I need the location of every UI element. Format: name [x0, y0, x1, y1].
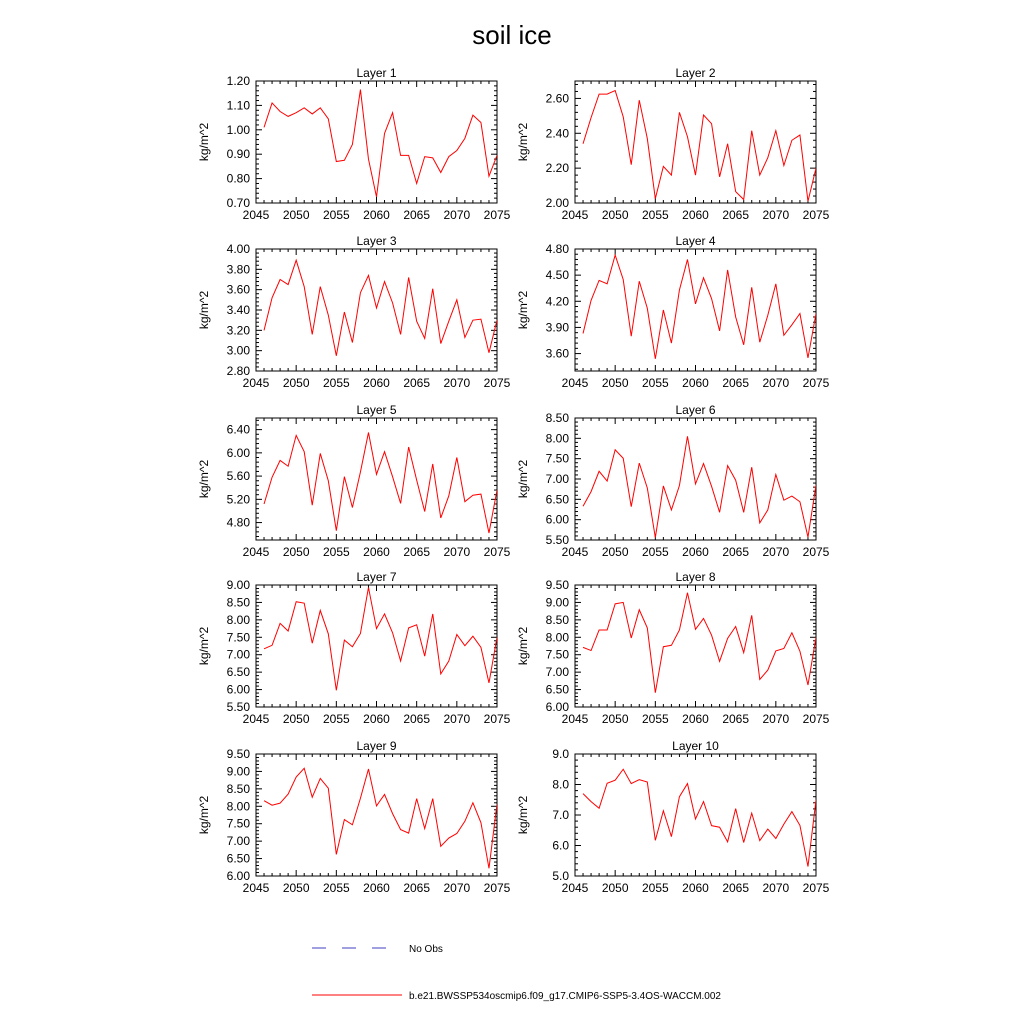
panel-title: Layer 5: [356, 403, 397, 417]
y-tick-label: 6.50: [545, 492, 569, 507]
y-axis-label: kg/m^2: [197, 122, 211, 162]
x-tick-label: 2060: [682, 712, 709, 726]
y-tick-label: 8.50: [226, 595, 250, 610]
x-tick-label: 2060: [682, 208, 709, 222]
x-tick-label: 2050: [601, 208, 629, 222]
y-tick-label: 5.50: [226, 700, 250, 714]
x-tick-label: 2045: [561, 376, 589, 390]
x-tick-label: 2065: [722, 376, 750, 390]
y-tick-label: 8.0: [552, 777, 569, 792]
x-tick-label: 2060: [363, 376, 390, 390]
y-tick-label: 1.20: [226, 74, 250, 88]
y-tick-label: 2.40: [545, 126, 569, 141]
x-tick-label: 2050: [282, 545, 310, 559]
x-tick-label: 2070: [443, 881, 471, 895]
x-tick-label: 2075: [483, 208, 511, 222]
series-line-layer-3: [264, 260, 497, 356]
plot-frame: [256, 81, 497, 203]
x-tick-label: 2065: [403, 545, 431, 559]
y-tick-label: 9.0: [552, 747, 569, 761]
y-tick-label: 7.00: [545, 472, 569, 486]
y-tick-label: 2.00: [545, 196, 569, 210]
y-tick-label: 7.00: [226, 834, 250, 849]
panel-layer-4: [516, 234, 830, 390]
x-tick-label: 2060: [682, 545, 709, 559]
y-tick-label: 4.80: [545, 242, 569, 256]
series-line-layer-2: [583, 91, 816, 202]
y-tick-label: 5.0: [552, 869, 569, 883]
x-tick-label: 2070: [443, 712, 471, 726]
series-line-layer-6: [583, 436, 816, 537]
x-tick-label: 2070: [762, 208, 790, 222]
x-tick-label: 2075: [483, 881, 511, 895]
y-tick-label: 7.50: [545, 647, 569, 662]
series-line-layer-9: [264, 768, 497, 868]
y-tick-label: 0.80: [226, 171, 250, 186]
plot-frame: [575, 81, 816, 203]
series-line-layer-7: [264, 587, 497, 690]
y-tick-label: 9.00: [545, 595, 569, 610]
x-tick-label: 2045: [242, 881, 270, 895]
y-tick-label: 4.00: [226, 242, 250, 256]
x-tick-label: 2070: [443, 545, 471, 559]
y-tick-label: 2.20: [545, 161, 569, 176]
x-tick-label: 2070: [762, 712, 790, 726]
x-tick-label: 2065: [722, 881, 750, 895]
x-tick-label: 2075: [802, 881, 830, 895]
x-tick-label: 2055: [641, 881, 669, 895]
x-tick-label: 2045: [242, 376, 270, 390]
x-tick-label: 2070: [762, 545, 790, 559]
y-tick-label: 3.00: [226, 343, 250, 358]
y-tick-label: 2.80: [226, 364, 250, 378]
x-tick-label: 2045: [561, 712, 589, 726]
y-tick-label: 3.60: [545, 346, 569, 361]
y-tick-label: 6.40: [226, 422, 250, 437]
x-tick-label: 2060: [363, 545, 390, 559]
y-tick-label: 0.90: [226, 147, 250, 162]
x-tick-label: 2045: [561, 881, 589, 895]
x-tick-label: 2055: [322, 376, 350, 390]
panel-layer-9: [197, 739, 511, 895]
x-tick-label: 2050: [601, 545, 629, 559]
panel-layer-1: [197, 66, 511, 222]
panel-layer-8: [516, 570, 830, 726]
panel-layer-2: [516, 66, 830, 222]
y-tick-label: 8.50: [545, 612, 569, 627]
y-axis-label: kg/m^2: [516, 626, 530, 666]
x-tick-label: 2050: [282, 208, 310, 222]
y-tick-label: 8.00: [545, 630, 569, 645]
panel-layer-6: [516, 403, 830, 559]
y-tick-label: 3.90: [545, 320, 569, 335]
x-tick-label: 2075: [802, 712, 830, 726]
y-tick-label: 0.70: [226, 196, 250, 210]
panel-title: Layer 2: [675, 66, 716, 80]
y-tick-label: 7.00: [545, 665, 569, 680]
x-tick-label: 2075: [802, 376, 830, 390]
y-axis-label: kg/m^2: [516, 290, 530, 330]
x-tick-label: 2060: [682, 376, 709, 390]
y-tick-label: 8.50: [545, 411, 569, 425]
x-tick-label: 2045: [242, 712, 270, 726]
y-tick-label: 6.0: [552, 838, 569, 853]
x-tick-label: 2060: [363, 208, 390, 222]
y-tick-label: 4.50: [545, 268, 569, 283]
x-tick-label: 2070: [443, 376, 471, 390]
y-tick-label: 9.00: [226, 764, 250, 779]
y-tick-label: 6.00: [226, 869, 250, 883]
legend: [312, 944, 721, 1002]
figure-title: soil ice: [472, 20, 552, 50]
x-tick-label: 2070: [762, 881, 790, 895]
y-tick-label: 6.00: [545, 512, 569, 527]
x-tick-label: 2075: [483, 376, 511, 390]
x-tick-label: 2065: [403, 881, 431, 895]
y-tick-label: 1.10: [226, 98, 250, 113]
x-tick-label: 2065: [403, 376, 431, 390]
y-tick-label: 7.50: [226, 630, 250, 645]
legend-no-obs-label: No Obs: [409, 944, 443, 955]
panel-title: Layer 3: [356, 234, 397, 248]
y-tick-label: 6.00: [545, 700, 569, 714]
y-axis-label: kg/m^2: [516, 795, 530, 835]
x-tick-label: 2065: [403, 712, 431, 726]
x-tick-label: 2065: [403, 208, 431, 222]
panel-layer-10: [516, 739, 830, 895]
y-tick-label: 8.00: [226, 799, 250, 814]
x-tick-label: 2050: [601, 376, 629, 390]
series-line-layer-10: [583, 769, 816, 866]
y-tick-label: 8.50: [226, 781, 250, 796]
panel-title: Layer 8: [675, 570, 716, 584]
x-tick-label: 2060: [363, 712, 390, 726]
legend-series-label: b.e21.BWSSP534oscmip6.f09_g17.CMIP6-SSP5-3.4OS-WACCM.002: [409, 991, 721, 1002]
y-tick-label: 5.50: [545, 533, 569, 547]
y-tick-label: 6.00: [226, 445, 250, 460]
y-tick-label: 4.80: [226, 515, 250, 530]
plot-frame: [256, 754, 497, 876]
y-axis-label: kg/m^2: [516, 122, 530, 162]
series-line-layer-4: [583, 255, 816, 359]
y-axis-label: kg/m^2: [197, 626, 211, 666]
series-line-layer-8: [583, 593, 816, 693]
y-tick-label: 5.60: [226, 469, 250, 484]
y-axis-label: kg/m^2: [197, 290, 211, 330]
x-tick-label: 2055: [322, 712, 350, 726]
x-tick-label: 2075: [483, 545, 511, 559]
y-tick-label: 5.20: [226, 492, 250, 507]
x-tick-label: 2055: [322, 208, 350, 222]
y-tick-label: 3.60: [226, 282, 250, 297]
x-tick-label: 2055: [322, 545, 350, 559]
x-tick-label: 2045: [242, 208, 270, 222]
x-tick-label: 2055: [641, 712, 669, 726]
x-tick-label: 2075: [802, 208, 830, 222]
y-tick-label: 6.50: [226, 851, 250, 866]
x-tick-label: 2060: [682, 881, 709, 895]
x-tick-label: 2055: [322, 881, 350, 895]
x-tick-label: 2060: [363, 881, 390, 895]
x-tick-label: 2050: [601, 881, 629, 895]
y-axis-label: kg/m^2: [516, 459, 530, 499]
y-tick-label: 7.0: [552, 808, 569, 822]
panel-title: Layer 9: [356, 739, 397, 753]
panel-layer-7: [197, 570, 511, 726]
y-tick-label: 4.20: [545, 294, 569, 309]
panel-layer-3: [197, 234, 511, 390]
x-tick-label: 2050: [282, 712, 310, 726]
x-tick-label: 2075: [483, 712, 511, 726]
x-tick-label: 2055: [641, 545, 669, 559]
x-tick-label: 2050: [282, 881, 310, 895]
x-tick-label: 2055: [641, 376, 669, 390]
y-tick-label: 6.00: [226, 682, 250, 697]
y-tick-label: 9.50: [545, 578, 569, 592]
series-line-layer-1: [264, 90, 497, 197]
panel-title: Layer 10: [672, 739, 719, 753]
x-tick-label: 2045: [242, 545, 270, 559]
y-tick-label: 7.50: [545, 451, 569, 466]
x-tick-label: 2070: [443, 208, 471, 222]
panel-title: Layer 6: [675, 403, 716, 417]
plot-frame: [575, 418, 816, 540]
y-tick-label: 7.00: [226, 647, 250, 662]
x-tick-label: 2055: [641, 208, 669, 222]
x-tick-label: 2045: [561, 208, 589, 222]
y-tick-label: 3.80: [226, 262, 250, 277]
y-tick-label: 8.00: [226, 612, 250, 627]
plot-frame: [575, 585, 816, 707]
panels: [197, 66, 830, 895]
panel-title: Layer 1: [356, 66, 397, 80]
y-tick-label: 1.00: [226, 122, 250, 137]
panel-title: Layer 4: [675, 234, 716, 248]
y-axis-label: kg/m^2: [197, 459, 211, 499]
plot-frame: [256, 585, 497, 707]
x-tick-label: 2050: [282, 376, 310, 390]
x-tick-label: 2070: [762, 376, 790, 390]
y-tick-label: 3.40: [226, 303, 250, 317]
panel-layer-5: [197, 403, 511, 559]
x-tick-label: 2065: [722, 712, 750, 726]
plot-frame: [575, 754, 816, 876]
panel-title: Layer 7: [356, 570, 397, 584]
x-tick-label: 2050: [601, 712, 629, 726]
y-tick-label: 8.00: [545, 431, 569, 446]
y-tick-label: 9.00: [226, 578, 250, 592]
y-axis-label: kg/m^2: [197, 795, 211, 835]
series-line-layer-5: [264, 433, 497, 534]
x-tick-label: 2065: [722, 208, 750, 222]
y-tick-label: 9.50: [226, 747, 250, 761]
x-tick-label: 2065: [722, 545, 750, 559]
x-tick-label: 2075: [802, 545, 830, 559]
y-tick-label: 6.50: [545, 682, 569, 697]
x-tick-label: 2045: [561, 545, 589, 559]
plot-frame: [256, 249, 497, 371]
y-tick-label: 6.50: [226, 665, 250, 680]
y-tick-label: 7.50: [226, 816, 250, 831]
y-tick-label: 2.60: [545, 91, 569, 106]
y-tick-label: 3.20: [226, 323, 250, 338]
